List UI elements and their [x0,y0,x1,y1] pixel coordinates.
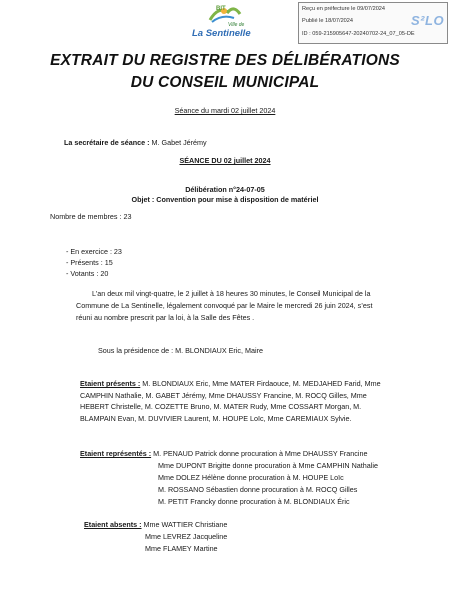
seance-heading: SÉANCE DU 02 juillet 2024 [179,156,271,165]
intro-line-1: L’an deux mil vingt-quatre, le 2 juillet à 18 heures 30 minutes, le Conseil Municipal de la [92,289,371,298]
document-title-line1: EXTRAIT DU REGISTRE DES DÉLIBÉRATIONS [50,52,400,69]
intro-line-2: Commune de La Sentinelle, légalement convoqué par le Maire le mercredi 26 juin 2024, s’est [76,301,373,310]
presents-block [80,378,381,424]
secretary-label: La secrétaire de séance : [64,138,150,147]
represented-line-2: Mme DUPONT Brigitte donne procuration à Mme CAMPHIN Nathalie [158,461,378,470]
stamp-brand-logo: S²LO [411,13,445,28]
presidence-line: Sous la présidence de : M. BLONDIAUX Eric, Maire [98,346,263,355]
stamp-id: ID : 059-215905647-20240702-24_07_05-DE [302,31,415,37]
secretary-line [64,137,207,149]
presents-line-2: CAMPHIN Nathalie, M. GABET Jérémy, Mme DHAUSSY Francine, M. ROCQ Gilles, Mme [80,390,367,400]
intro-line-3: réuni au nombre prescrit par la loi, à la Salle des Fêtes . [76,312,255,322]
document-title-line2: DU CONSEIL MUNICIPAL [130,74,320,91]
logo-town-name: La Sentinelle [192,28,251,39]
prefecture-stamp [298,2,448,44]
stamp-received: Reçu en préfecture le 09/07/2024 [302,6,386,12]
logo-letters: BIT [216,6,226,12]
intro-paragraph [92,288,370,300]
member-count: Nombre de membres : 23 [50,212,132,221]
represented-line-3: Mme DOLEZ Hélène donne procuration à M. HOUPE Loïc [158,473,344,482]
seance-date: Séance du mardi 02 juillet 2024 [174,106,276,115]
stamp-published: Publié le 18/07/2024 [302,18,354,24]
town-logo [188,2,260,40]
represented-line-1: Etaient représentés : M. PENAUD Patrick donne procuration à Mme DHAUSSY Francine [80,449,368,458]
secretary-name: M. Gabet Jérémy [149,138,207,147]
stat-votants: - Votants : 20 [66,269,109,278]
intro-paragraph-cont [76,300,372,323]
deliberation-object: Objet : Convention pour mise à disposition de matériel [131,195,319,204]
logo-ville: Ville de [228,22,245,28]
presents-line-3: HEBERT Christelle, M. COZETTE Bruno, M. MATER Rudy, Mme COSSART Morgan, M. [80,402,362,411]
presents-line-1: Etaient présents : M. BLONDIAUX Eric, Mme MATER Firdaouce, M. MEDJAHED Farid, Mme [80,379,381,388]
absents-label: Etaient absents : [84,520,142,529]
represented-label: Etaient représentés : [80,449,152,458]
absents-line-1: Etaient absents : Mme WATTIER Christiane [84,520,228,529]
absents-line-2: Mme LEVREZ Jacqueline [145,532,228,541]
deliberation-number: Délibération n°24-07-05 [185,185,265,194]
presents-label: Etaient présents : [80,379,141,388]
presents-line-4: BLAMPAIN Evan, M. DUVIVIER Laurent, M. HOUPE Loïc, Mme CAREMIAUX Sylvie. [80,413,352,423]
represented-line-4: M. ROSSANO Sébastien donne procuration à M. ROCQ Gilles [158,485,358,494]
stat-presents: - Présents : 15 [66,258,113,267]
stat-exercice: - En exercice : 23 [66,247,122,256]
represented-line-5: M. PETIT Francky donne procuration à M. BLONDIAUX Éric [158,497,350,506]
absents-line-3: Mme FLAMEY Martine [145,544,218,553]
